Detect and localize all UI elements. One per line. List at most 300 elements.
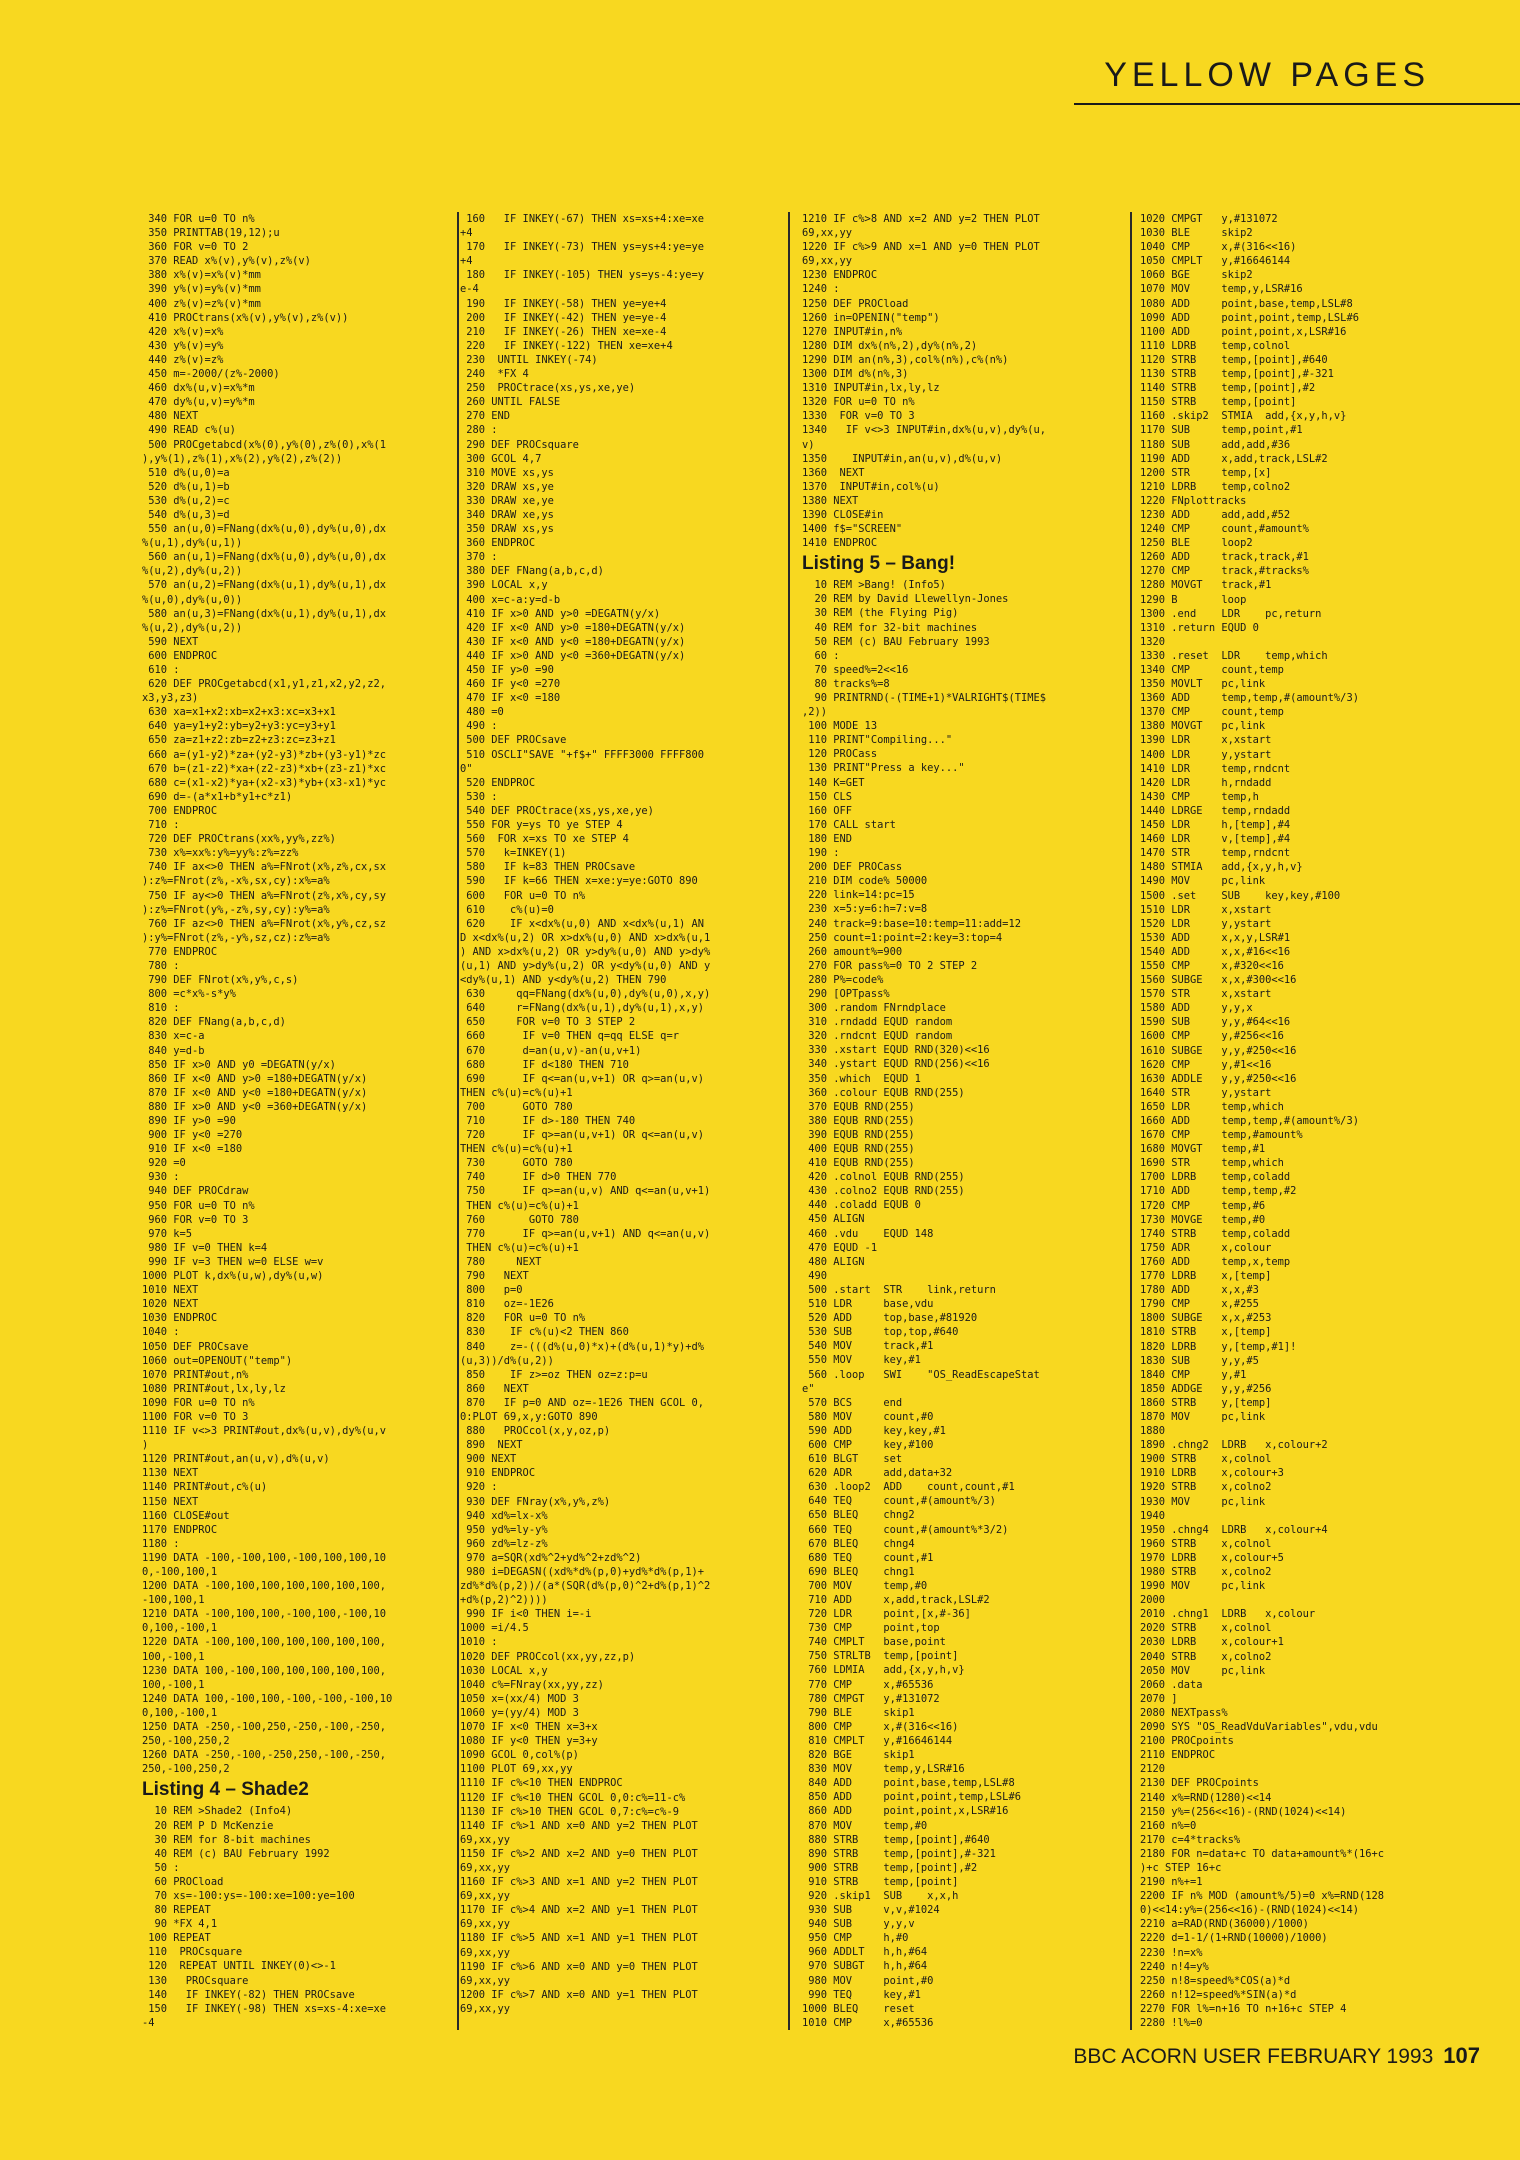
code-line: 290 DEF PROCsquare [460,438,579,451]
code-line: 1060 out=OPENOUT("temp") [142,1354,293,1367]
code-line: 860 NEXT [460,1382,529,1395]
code-line: 500 .start STR link,return [802,1283,996,1296]
code-line: 1960 STRB x,colnol [1140,1537,1272,1550]
code-line: 1300 DIM d%(n%,3) [802,368,909,381]
code-line: 460 dx%(u,v)=x%*m [142,382,255,395]
code-line: 560 an(u,1)=FNang(dx%(u,0),dy%(u,0),dx [142,551,386,564]
code-line: 810 oz=-1E26 [460,1298,554,1311]
code-line: 1720 CMP temp,#6 [1140,1199,1266,1212]
code-line: 600 FOR u=0 TO n% [460,889,586,902]
code-line: 1440 LDRGE temp,rndadd [1140,804,1291,817]
code-line: 660 a=(y1-y2)*za+(y2-y3)*zb+(y3-y1)*zc [142,748,386,761]
code-line: 1270 INPUT#in,n% [802,325,903,338]
code-line: 69,xx,yy [460,1833,511,1846]
code-line: 1730 MOVGE temp,#0 [1140,1213,1266,1226]
code-line: 0,100,-100,1 [142,1622,218,1635]
code-line: 840 ADD point,base,temp,LSL#8 [802,1777,1015,1790]
code-line: 1270 CMP track,#tracks% [1140,565,1309,578]
code-line: 700 GOTO 780 [460,1100,573,1113]
listing-heading: Listing 5 – Bang! [802,553,956,575]
code-line: 1450 LDR h,[temp],#4 [1140,819,1291,832]
code-line: 520 ENDPROC [460,776,536,789]
code-line: 610 BLGT set [802,1453,903,1466]
code-line: 980 IF v=0 THEN k=4 [142,1241,268,1254]
code-line: 1130 NEXT [142,1467,199,1480]
code-line: 1010 NEXT [142,1284,199,1297]
code-line: 1210 DATA -100,100,100,-100,100,-100,10 [142,1608,386,1621]
code-line: 580 MOV count,#0 [802,1410,934,1423]
code-line: 1420 LDR h,rndadd [1140,776,1272,789]
listing-column-2 [460,212,782,2016]
code-line: 1640 STR y,ystart [1140,1086,1272,1099]
code-line: 790 DEF FNrot(x%,y%,c,s) [142,974,299,987]
code-line: 590 IF k=66 THEN x=xe:y=ye:GOTO 890 [460,875,698,888]
code-line: 100 REPEAT [142,1932,211,1945]
code-line: 830 IF c%(u)<2 THEN 860 [460,1326,629,1339]
code-line: 630 qq=FNang(dx%(u,0),dy%(u,0),x,y) [460,988,711,1001]
code-line: 1260 ADD track,track,#1 [1140,551,1309,564]
code-line: 270 FOR pass%=0 TO 2 STEP 2 [802,959,978,972]
code-line: 2260 n!12=speed%*SIN(a)*d [1140,1988,1297,2001]
code-line: 930 : [142,1171,180,1184]
code-line: 230 x=5:y=6:h=7:v=8 [802,903,928,916]
code-line: 480 =0 [460,706,504,719]
code-line: 700 ENDPROC [142,804,218,817]
code-line: 70 xs=-100:ys=-100:xe=100:ye=100 [142,1889,355,1902]
code-line: 1020 DEF PROCcol(xx,yy,zz,p) [460,1650,636,1663]
code-line: 480 NEXT [142,410,199,423]
code-line: 760 IF az<>0 THEN a%=FNrot(x%,y%,cz,sz [142,917,386,930]
code-line: 990 IF v=3 THEN w=0 ELSE w=v [142,1255,324,1268]
code-line: 1760 ADD temp,x,temp [1140,1255,1291,1268]
code-line: 1460 LDR v,[temp],#4 [1140,833,1291,846]
section-title: YELLOW PAGES [1104,56,1430,94]
code-line: 1520 LDR y,ystart [1140,917,1272,930]
code-line: 690 d=-(a*x1+b*y1+c*z1) [142,790,293,803]
code-line: 800 p=0 [460,1284,523,1297]
code-line: 860 ADD point,point,x,LSR#16 [802,1805,1009,1818]
code-line: 450 ALIGN [802,1213,865,1226]
code-line: 1590 SUB y,y,#64<<16 [1140,1016,1291,1029]
code-line: 1240 DATA 100,-100,100,-100,-100,-100,10 [142,1692,393,1705]
code-line: 490 [802,1269,828,1282]
code-line: 820 FOR u=0 TO n% [460,1312,586,1325]
code-line: 580 IF k=83 THEN PROCsave [460,861,636,874]
code-line: 130 PROCsquare [142,1974,249,1987]
code-line: 780 CMPGT y,#131072 [802,1692,940,1705]
code-line: 370 : [460,551,498,564]
code-line: 970 k=5 [142,1227,193,1240]
code-line: 1220 DATA -100,100,100,100,100,100,100, [142,1636,386,1649]
code-line: 550 MOV key,#1 [802,1354,921,1367]
code-line: 69,xx,yy [460,2002,511,2015]
code-line: 1050 DEF PROCsave [142,1340,249,1353]
code-line: 1000 BLEQ reset [802,2002,915,2015]
code-line: 1380 NEXT [802,494,859,507]
code-line: 69,xx,yy [460,1974,511,1987]
code-line: 1330 .reset LDR temp,which [1140,649,1328,662]
code-line: 1120 IF c%<10 THEN GCOL 0,0:c%=11-c% [460,1791,686,1804]
code-line: 420 .colnol EQUB RND(255) [802,1171,965,1184]
code-line: 1340 CMP count,temp [1140,664,1284,676]
code-line: 470 IF x<0 =180 [460,692,561,705]
page-footer [1073,2043,1480,2069]
code-line: %(u,2),dy%(u,2)) [142,621,243,634]
code-line: 1230 ENDPROC [802,269,878,282]
code-line: 460 .vdu EQUD 148 [802,1227,934,1240]
code-line: THEN c%(u)=c%(u)+1 [460,1199,579,1212]
code-line: 2140 x%=RND(1280)<<14 [1140,1791,1272,1804]
code-line: 930 DEF FNray(x%,y%,z%) [460,1495,611,1508]
code-line: 260 UNTIL FALSE [460,396,561,409]
code-line: (u,3))/d%(u,2)) [460,1354,554,1367]
code-line: 500 PROCgetabcd(x%(0),y%(0),z%(0),x%(1 [142,438,386,451]
code-line: 820 DEF FNang(a,b,c,d) [142,1016,286,1029]
code-line: 1170 IF c%>4 AND x=2 AND y=1 THEN PLOT [460,1904,698,1917]
code-line: 1540 ADD x,x,#16<<16 [1140,945,1291,958]
code-line: 550 FOR y=ys TO ye STEP 4 [460,819,623,832]
code-line: 160 IF INKEY(-67) THEN xs=xs+4:xe=xe [460,213,704,225]
code-line: 850 IF z>=oz THEN oz=z:p=u [460,1368,648,1381]
code-line: 1110 IF v<>3 PRINT#out,dx%(u,v),dy%(u,v [142,1425,386,1438]
code-line: 2190 n%+=1 [1140,1876,1203,1889]
code-line: 800 CMP x,#(316<<16) [802,1720,959,1733]
code-line: 1160 .skip2 STMIA add,{x,y,h,v} [1140,410,1347,423]
code-line: 1880 [1140,1425,1166,1438]
code-line: 1900 STRB x,colnol [1140,1453,1272,1466]
code-line: 1000 PLOT k,dx%(u,w),dy%(u,w) [142,1270,324,1283]
code-line: 1600 CMP y,#256<<16 [1140,1030,1284,1043]
code-line: 160 OFF [802,804,853,817]
code-line: %(u,0),dy%(u,0)) [142,593,243,606]
code-line: 1810 STRB x,[temp] [1140,1326,1272,1339]
code-line: 1070 IF x<0 THEN x=3+x [460,1721,598,1734]
code-line: 860 IF x<0 AND y>0 =180+DEGATN(y/x) [142,1072,368,1085]
code-line: 2150 y%=(256<<16)-(RND(1024)<<14) [1140,1805,1347,1818]
code-line: 920 =0 [142,1157,186,1170]
code-line: 1340 IF v<>3 INPUT#in,dx%(u,v),dy%(u, [802,424,1046,437]
code-line: 0,100,-100,1 [142,1706,218,1719]
code-line: 1320 [1140,635,1166,648]
code-line: 910 STRB temp,[point] [802,1875,959,1888]
code-line: 1750 ADR x,colour [1140,1241,1272,1254]
code-line: 110 PROCsquare [142,1946,243,1959]
code-line: 1260 DATA -250,-100,-250,250,-100,-250, [142,1749,386,1762]
code-line: 710 ADD x,add,track,LSL#2 [802,1594,990,1606]
code-line: 530 SUB top,top,#640 [802,1326,959,1339]
code-line: 1030 LOCAL x,y [460,1664,548,1677]
code-line: THEN c%(u)=c%(u)+1 [460,1143,573,1156]
code-line: 1490 MOV pc,link [1140,875,1266,888]
code-line: 2170 c=4*tracks% [1140,1833,1241,1846]
code-line: 1040 c%=FNray(xx,yy,zz) [460,1678,604,1691]
code-line: e" [802,1382,815,1395]
code-line: 1560 SUBGE x,x,#300<<16 [1140,974,1297,987]
code-line: 840 y=d-b [142,1044,205,1057]
code-line: zd%*d%(p,2))/(a*(SQR(d%(p,0)^2+d%(p,1)^2 [460,1580,711,1593]
code-line: 1580 ADD y,y,x [1140,1002,1253,1015]
code-line: 980 i=DEGASN((xd%*d%(p,0)+yd%*d%(p,1)+ [460,1566,704,1578]
code-line: )+c STEP 16+c [1140,1861,1222,1874]
code-line: 710 : [142,819,180,832]
code-line: 670 b=(z1-z2)*xa+(z2-z3)*xb+(z3-z1)*xc [142,762,386,775]
code-line: 770 CMP x,#65536 [802,1678,934,1691]
code-line: +d%(p,2)^2)))) [460,1594,548,1607]
code-line: 1030 ENDPROC [142,1312,218,1325]
magazine-issue: BBC ACORN USER FEBRUARY 1993 [1073,2045,1434,2068]
code-line: 1060 BGE skip2 [1140,269,1253,282]
code-line: 1650 LDR temp,which [1140,1100,1284,1113]
code-line: 650 BLEQ chng2 [802,1509,915,1522]
code-line: 730 x%=xx%:y%=yy%:z%=zz% [142,847,299,860]
code-line: 1150 IF c%>2 AND x=2 AND y=0 THEN PLOT [460,1847,698,1860]
code-line: ),y%(1),z%(1),x%(2),y%(2),z%(2)) [142,452,343,465]
code-line: 50 : [142,1861,180,1874]
code-line: 1100 PLOT 69,xx,yy [460,1763,573,1776]
code-line: 2180 FOR n=data+c TO data+amount%*(16+c [1140,1847,1384,1860]
code-line: -100,100,1 [142,1594,205,1607]
code-line: 440 IF x>0 AND y<0 =360+DEGATN(y/x) [460,649,686,662]
listing-column-1 [142,212,458,2030]
code-line: 400 EQUB RND(255) [802,1143,915,1155]
code-line: 430 .colno2 EQUB RND(255) [802,1185,965,1198]
code-line: 730 CMP point,top [802,1622,940,1635]
code-line: 1170 SUB temp,point,#1 [1140,424,1303,437]
code-line: 400 z%(v)=z%(v)*mm [142,297,261,310]
code-line: 1130 IF c%>10 THEN GCOL 0,7:c%=c%-9 [460,1805,679,1818]
code-line: 600 CMP key,#100 [802,1438,934,1451]
code-line: 1240 CMP count,#amount% [1140,523,1309,536]
code-line: 290 [OPTpass% [802,987,890,1000]
code-line: 850 ADD point,point,temp,LSL#6 [802,1791,1021,1804]
code-line: 0:PLOT 69,x,y:GOTO 890 [460,1410,598,1423]
code-line: 2020 STRB x,colnol [1140,1622,1272,1635]
code-line: 250 PROCtrace(xs,ys,xe,ye) [460,382,636,395]
code-line: 1710 ADD temp,temp,#2 [1140,1185,1297,1198]
code-line: D x<dx%(u,2) OR x>dx%(u,0) AND x>dx%(u,1 [460,931,711,944]
code-line: 750 IF ay<>0 THEN a%=FNrot(z%,x%,cy,sy [142,889,386,902]
code-line: 1010 CMP x,#65536 [802,2016,934,2029]
page-number: 107 [1443,2043,1480,2068]
code-line: 350 .which EQUD 1 [802,1072,921,1085]
code-line: 1250 BLE loop2 [1140,537,1253,550]
code-line: 1110 IF c%<10 THEN ENDPROC [460,1777,623,1790]
column-divider [1130,212,1132,2030]
code-line: 1190 ADD x,add,track,LSL#2 [1140,452,1328,465]
code-line: 1200 DATA -100,100,100,100,100,100,100, [142,1580,386,1593]
code-line: 2070 ] [1140,1692,1178,1705]
code-line: 1910 LDRB x,colour+3 [1140,1467,1284,1480]
code-line: 1700 LDRB temp,coladd [1140,1171,1291,1184]
code-line: 1050 x=(xx/4) MOD 3 [460,1692,579,1705]
code-line: 1570 STR x,xstart [1140,988,1272,1001]
code-line: 20 REM by David Llewellyn-Jones [802,593,1009,606]
code-line: 1830 SUB y,y,#5 [1140,1354,1259,1367]
code-line: 720 DEF PROCtrans(xx%,yy%,zz%) [142,833,336,846]
code-line: 1780 ADD x,x,#3 [1140,1284,1259,1297]
code-line: 430 y%(v)=y% [142,339,224,352]
code-line: 560 FOR x=xs TO xe STEP 4 [460,833,629,846]
code-line: 720 LDR point,[x,#-36] [802,1608,971,1621]
code-line: 830 x=c-a [142,1030,205,1043]
code-line: 540 d%(u,3)=d [142,508,230,521]
code-line: 880 IF x>0 AND y<0 =360+DEGATN(y/x) [142,1100,368,1113]
code-line: 1120 STRB temp,[point],#640 [1140,353,1328,366]
code-line: 520 ADD top,base,#81920 [802,1312,978,1325]
listing-column-4 [1140,212,1480,2030]
code-line: 1040 CMP x,#(316<<16) [1140,241,1297,254]
code-line: 680 IF d<180 THEN 710 [460,1058,629,1071]
code-line: ):z%=FNrot(z%,-x%,sx,cy):x%=a% [142,875,330,888]
code-line: 1200 IF c%>7 AND x=0 AND y=1 THEN PLOT [460,1988,698,2001]
code-line: 69,xx,yy [802,227,853,240]
code-line: 1090 GCOL 0,col%(p) [460,1749,579,1762]
code-line: 240 track=9:base=10:temp=11:add=12 [802,917,1021,930]
code-line: 20 REM P D McKenzie [142,1819,274,1832]
code-line: 400 x=c-a:y=d-b [460,593,561,606]
code-line: 69,xx,yy [460,1861,511,1874]
code-line: 1350 MOVLT pc,link [1140,678,1266,691]
code-line: 90 *FX 4,1 [142,1918,218,1931]
code-line: <dy%(u,1) AND y<dy%(u,2) THEN 790 [460,974,667,987]
code-line: 510 d%(u,0)=a [142,466,230,479]
code-line: +4 [460,255,473,268]
code-line: 69,xx,yy [460,1946,511,1959]
code-line: 410 EQUB RND(255) [802,1157,915,1170]
code-line: 790 NEXT [460,1270,529,1283]
code-line: 790 BLE skip1 [802,1706,915,1719]
code-line: 440 z%(v)=z% [142,353,224,366]
code-line: 1860 STRB y,[temp] [1140,1396,1272,1409]
code-line: 1240 : [802,283,840,296]
code-line: 200 IF INKEY(-42) THEN ye=ye-4 [460,311,667,324]
code-line: 2000 [1140,1594,1166,1607]
code-line: 310 .rndadd EQUD random [802,1016,953,1029]
code-line: 650 FOR v=0 TO 3 STEP 2 [460,1016,636,1029]
code-line: 990 IF i<0 THEN i=-i [460,1608,592,1621]
code-line: 830 MOV temp,y,LSR#16 [802,1763,965,1776]
code-line: 1680 MOVGT temp,#1 [1140,1143,1266,1156]
code-line: ) AND x>dx%(u,2) OR y>dy%(u,0) AND y>dy% [460,945,711,958]
code-line: 540 DEF PROCtrace(xs,ys,xe,ye) [460,804,654,817]
code-line: 940 DEF PROCdraw [142,1185,249,1198]
code-line: 1250 DEF PROCload [802,297,909,310]
code-line: 490 : [460,720,498,733]
code-line: 1230 DATA 100,-100,100,100,100,100,100, [142,1664,386,1677]
code-line: 570 BCS end [802,1396,903,1409]
code-line: 180 END [802,832,853,845]
code-line: 570 an(u,2)=FNang(dx%(u,1),dy%(u,1),dx [142,579,386,592]
code-line: 1200 STR temp,[x] [1140,466,1272,479]
code-line: 1210 LDRB temp,colno2 [1140,480,1291,493]
code-line: 410 PROCtrans(x%(v),y%(v),z%(v)) [142,311,349,324]
code-line: 980 MOV point,#0 [802,1974,934,1987]
code-line: 960 zd%=lz-z% [460,1537,548,1550]
code-line: 990 TEQ key,#1 [802,1988,921,2001]
code-line: 110 PRINT"Compiling..." [802,734,953,747]
code-line: 450 m=-2000/(z%-2000) [142,368,280,381]
code-line: 730 GOTO 780 [460,1157,573,1170]
code-line: 250 count=1:point=2:key=3:top=4 [802,931,1003,944]
code-line: 680 TEQ count,#1 [802,1551,934,1564]
code-line: 870 IF x<0 AND y<0 =180+DEGATN(y/x) [142,1086,368,1099]
code-line: 1980 STRB x,colno2 [1140,1566,1272,1578]
code-line: 1060 y=(yy/4) MOD 3 [460,1706,579,1719]
code-line: x3,y3,z3) [142,692,199,705]
code-line: 870 IF p=0 AND oz=-1E26 THEN GCOL 0, [460,1396,704,1409]
code-line: 690 BLEQ chng1 [802,1565,915,1578]
code-line: 700 MOV temp,#0 [802,1579,928,1592]
code-line: 190 IF INKEY(-58) THEN ye=ye+4 [460,297,667,310]
code-line: 50 REM (c) BAU February 1993 [802,635,990,648]
code-line: 350 PRINTTAB(19,12);u [142,227,280,240]
code-line: 320 .rndcnt EQUD random [802,1030,953,1043]
code-line: 370 READ x%(v),y%(v),z%(v) [142,255,311,268]
code-line: 2240 n!4=y% [1140,1960,1209,1973]
code-line: 1820 LDRB y,[temp,#1]! [1140,1340,1297,1353]
code-line: 1210 IF c%>8 AND x=2 AND y=2 THEN PLOT [802,213,1040,225]
code-line: 270 END [460,410,511,423]
code-line: ):y%=FNrot(z%,-y%,sz,cz):z%=a% [142,931,330,944]
code-line: 1030 BLE skip2 [1140,227,1253,240]
code-line: THEN c%(u)=c%(u)+1 [460,1241,579,1254]
code-line: 1310 INPUT#in,lx,ly,lz [802,382,940,395]
code-line: 1190 DATA -100,-100,100,-100,100,100,10 [142,1551,386,1564]
code-line: 810 : [142,1002,180,1015]
code-line: 1410 LDR temp,rndcnt [1140,762,1291,775]
code-line: 1970 LDRB x,colour+5 [1140,1551,1284,1564]
code-line: 870 MOV temp,#0 [802,1819,928,1832]
code-line: 1480 STMIA add,{x,y,h,v} [1140,861,1303,874]
code-line: 1020 NEXT [142,1298,199,1311]
code-line: +4 [460,227,473,240]
code-line: 740 IF d>0 THEN 770 [460,1171,617,1184]
code-line: 750 STRLTB temp,[point] [802,1650,959,1663]
code-line: 1890 .chng2 LDRB x,colour+2 [1140,1439,1328,1452]
code-line: 880 PROCcol(x,y,oz,p) [460,1425,611,1438]
code-line: 820 BGE skip1 [802,1749,915,1762]
code-line: 390 LOCAL x,y [460,579,548,592]
code-line: 740 IF ax<>0 THEN a%=FNrot(x%,z%,cx,sx [142,861,386,874]
code-line: 2250 n!8=speed%*COS(a)*d [1140,1974,1291,1987]
code-line: 1100 FOR v=0 TO 3 [142,1410,249,1423]
code-line: 1370 INPUT#in,col%(u) [802,480,940,493]
code-line: 1070 PRINT#out,n% [142,1368,249,1381]
code-line: 930 SUB v,v,#1024 [802,1904,940,1917]
code-line: 610 c%(u)=0 [460,903,554,916]
code-line: 630 xa=x1+x2:xb=x2+x3:xc=x3+x1 [142,706,336,719]
code-line: 1400 LDR y,ystart [1140,748,1272,761]
code-line: 1410 ENDPROC [802,537,878,550]
code-line: 680 c=(x1-x2)*ya+(x2-x3)*yb+(x3-x1)*yc [142,776,386,789]
code-line: 1110 LDRB temp,colnol [1140,339,1291,352]
code-line: 2030 LDRB x,colour+1 [1140,1636,1284,1649]
code-line: %(u,1),dy%(u,1)) [142,537,243,550]
code-line: 1740 STRB temp,coladd [1140,1227,1291,1240]
code-line: 320 DRAW xs,ye [460,480,554,493]
column-divider [457,212,459,2030]
code-line: 2010 .chng1 LDRB x,colour [1140,1608,1316,1621]
code-line: 340 FOR u=0 TO n% [142,213,255,225]
code-line: 1250 DATA -250,-100,250,-250,-100,-250, [142,1721,386,1734]
code-line: 1180 : [142,1537,180,1550]
code-line: 1630 ADDLE y,y,#250<<16 [1140,1072,1297,1085]
code-line: 640 r=FNang(dx%(u,1),dy%(u,1),x,y) [460,1002,704,1015]
code-line: 1150 NEXT [142,1495,199,1508]
code-line: 1360 ADD temp,temp,#(amount%/3) [1140,692,1359,705]
code-line: ) [142,1439,149,1452]
code-line: 2060 .data [1140,1678,1203,1691]
